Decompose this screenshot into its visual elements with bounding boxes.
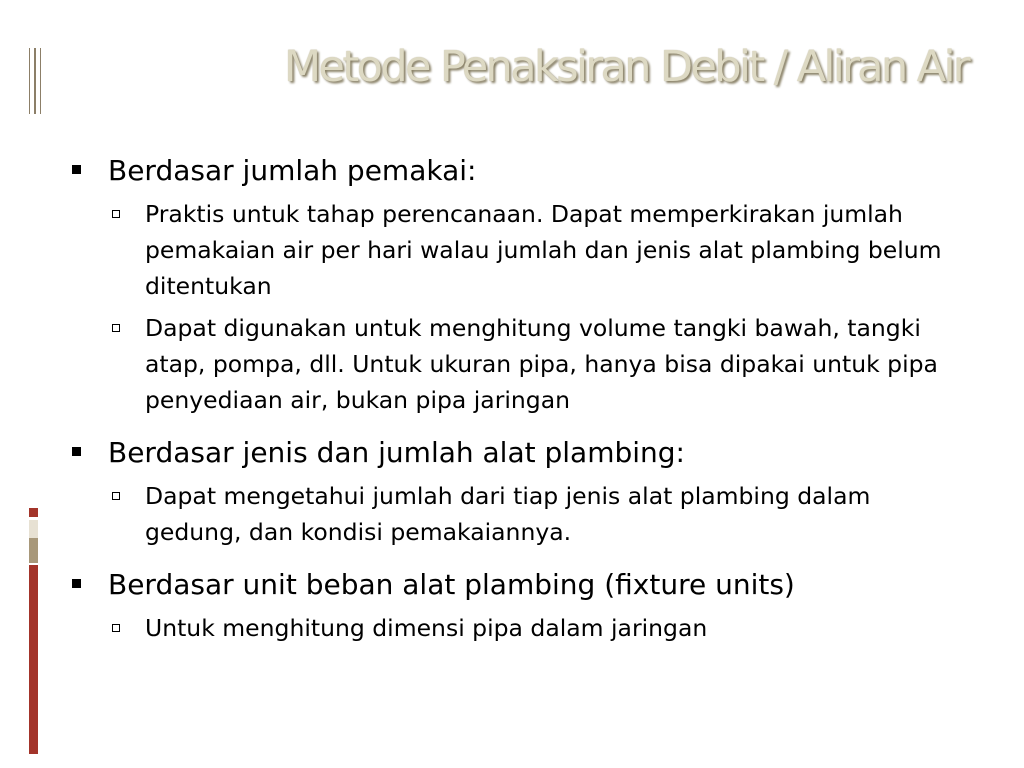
sub-bullet-item-1-2 bbox=[72, 310, 972, 418]
hollow-square-bullet-icon bbox=[112, 210, 120, 218]
bullet-text: Berdasar unit beban alat plambing (fixture units) bbox=[108, 568, 795, 601]
sub-bullet-item-3-1 bbox=[72, 610, 972, 646]
accent-segment-red-top bbox=[29, 508, 38, 517]
sub-bullet-text: Praktis untuk tahap perencanaan. Dapat memperkirakan jumlah pemakaian air per hari walau jumlah dan jenis alat plambing belum ditentukan bbox=[145, 200, 942, 300]
hollow-square-bullet-icon bbox=[112, 324, 120, 332]
accent-segment-red bbox=[29, 565, 38, 754]
bullet-item-2 bbox=[72, 432, 972, 474]
accent-segment-light bbox=[29, 520, 38, 538]
title-stripes-decoration bbox=[29, 48, 41, 114]
sub-bullet-text: Untuk menghitung dimensi pipa dalam jaringan bbox=[145, 614, 708, 642]
slide-body bbox=[72, 150, 972, 652]
sub-bullet-item-1-1 bbox=[72, 196, 972, 304]
sub-bullet-text: Dapat digunakan untuk menghitung volume tangki bawah, tangki atap, pompa, dll. Untuk ukuran pipa, hanya bisa dipakai untuk pipa penyediaan air, bukan pipa jaringan bbox=[145, 314, 938, 414]
stripe-line bbox=[34, 48, 35, 114]
bullet-text: Berdasar jenis dan jumlah alat plambing: bbox=[108, 436, 685, 469]
square-bullet-icon bbox=[72, 447, 81, 456]
square-bullet-icon bbox=[72, 165, 81, 174]
sub-bullet-item-2-1 bbox=[72, 478, 972, 550]
bullet-text: Berdasar jumlah pemakai: bbox=[108, 154, 477, 187]
accent-segment-tan bbox=[29, 538, 38, 563]
hollow-square-bullet-icon bbox=[112, 624, 120, 632]
square-bullet-icon bbox=[72, 579, 81, 588]
sub-bullet-text: Dapat mengetahui jumlah dari tiap jenis alat plambing dalam gedung, dan kondisi pemakaiannya. bbox=[145, 482, 871, 546]
stripe-line bbox=[29, 48, 30, 114]
bullet-item-1 bbox=[72, 150, 972, 192]
slide-title: Metode Penaksiran Debit / Aliran Air bbox=[284, 42, 968, 92]
left-accent-bar bbox=[29, 508, 38, 754]
stripe-line bbox=[40, 48, 41, 114]
bullet-item-3 bbox=[72, 564, 972, 606]
hollow-square-bullet-icon bbox=[112, 492, 120, 500]
